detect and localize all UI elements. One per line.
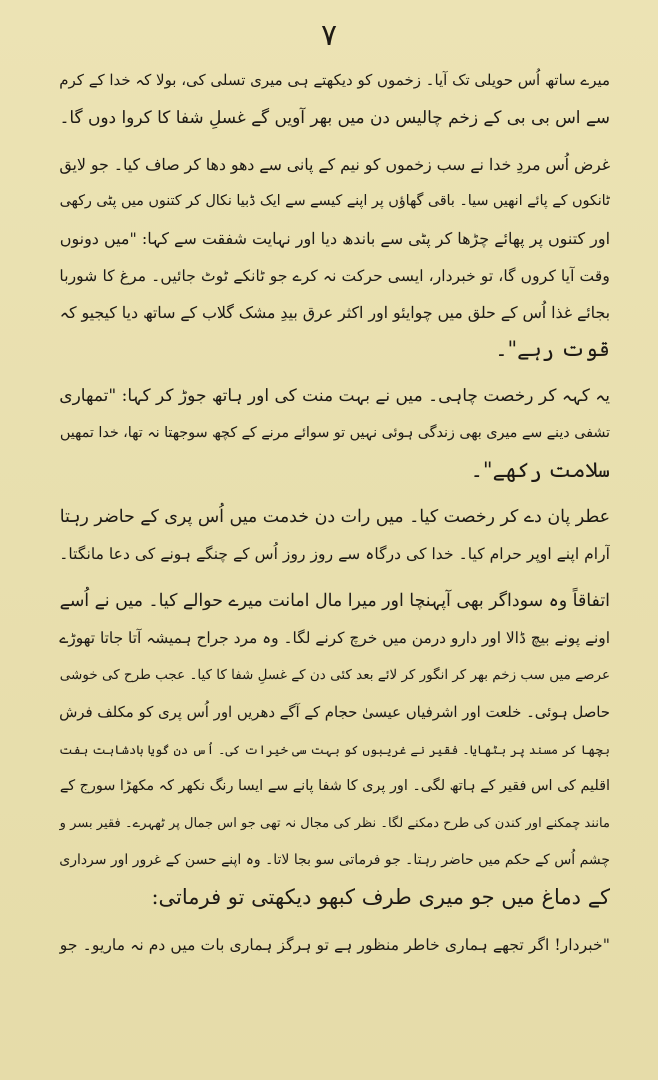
text-line: میرے ساتھ اُس حویلی تک آیا۔ زخموں کو دیکھتے ہی میری تسلی کی، بولا کہ خدا کے کرم <box>59 71 610 89</box>
paragraph <box>48 146 610 368</box>
text-line: "خبردار! اگر تجھے ہماری خاطر منظور ہے تو ہرگز ہماری بات میں دم نہ ماریو۔ جو <box>59 935 610 954</box>
text-line: وقت آیا کروں گا، تو خبردار، ایسی حرکت نہ کرے جو ٹانکے ٹوٹ جائیں۔ مرغ کا شوربا <box>59 266 610 285</box>
text-line: عطر پان دے کر رخصت کیا۔ میں رات دن خدمت میں اُس پری کے حاضر رہتا <box>59 507 610 527</box>
text-line: تشفی دینے سے میری بھی زندگی ہوئی نہیں تو سوائے مرنے کے کچھ سوجھتا نہ تھا، خدا تمھیں <box>59 425 610 441</box>
text-line: ٹانکوں کے پائے انھیں سیا۔ باقی گھاؤں پر اپنے کیسے سے ایک ڈبیا نکال کر کتنوں میں پٹی رکھی <box>59 193 610 209</box>
text-line: سے اس بی بی کے زخم چالیس دن میں بھر آویں گے غسلِ شفا کا کروا دوں گا۔ <box>59 107 610 127</box>
text-line: بجائے غذا اُس کے حلق میں چوایئو اور اکثر عرق بیدِ مشک گلاب کے ساتھ دیا کیجیو کہ <box>59 303 610 322</box>
text-line: اور کتنوں پر پھائے چڑھا کر پٹی سے باندھ دیا اور نہایت شفقت سے کہا: "میں دونوں <box>59 229 610 248</box>
text-line: مانند چمکنے اور کندن کی طرح دمکنے لگا۔ نظر کی مجال نہ تھی جو اس جمال پر ٹھہرے۔ فقیر بسر و <box>59 816 610 831</box>
paragraph <box>48 62 610 136</box>
text-line: اتفاقاً وہ سوداگر بھی آپہنچا اور میرا مال امانت میرے حوالے کیا۔ میں نے اُسے <box>59 591 610 611</box>
text-line: غرض اُس مردِ خدا نے سب زخموں کو نیم کے پانی سے دھو دھا کر صاف کیا۔ جو لایق <box>59 155 610 174</box>
text-line: یہ کہہ کر رخصت چاہی۔ میں نے بہت منت کی اور ہاتھ جوڑ کر کہا: "تمھاری <box>59 386 610 406</box>
text-line: چشم اُس کے حکم میں حاضر رہتا۔ جو فرماتی سو بجا لاتا۔ وہ اپنے حسن کے غرور اور سرداری <box>59 852 610 868</box>
page-body-text <box>48 62 610 963</box>
text-line: حاصل ہوئی۔ خلعت اور اشرفیاں عیسیٰ حجام کے آگے دھریں اور اُس پری کو مکلف فرش <box>59 703 610 721</box>
paragraph <box>48 926 610 963</box>
paragraph <box>48 583 610 916</box>
text-line: عرصے میں سب زخم بھر کر انگور کر لائے بعد کئی دن کے غسلِ شفا کا کیا۔ عجب طرح کی خوشی <box>59 667 610 683</box>
paragraph <box>48 378 610 489</box>
paragraph <box>48 499 610 573</box>
text-line: کے دماغ میں جو میری طرف کبھو دیکھتی تو فرماتی: <box>151 885 610 909</box>
text-line: اقلیم کی اس فقیر کے ہاتھ لگی۔ اور پری کا شفا پانے سے ایسا رنگ نکھر کہ مکھڑا سورج کے <box>59 778 610 794</box>
text-line: اونے پونے بیچ ڈالا اور دارو درمن میں خرچ کرنے لگا۔ وہ مرد جراح ہمیشہ آتا جاتا تھوڑے <box>59 629 610 647</box>
text-line: سلامت رکھے"۔ <box>470 458 610 482</box>
text-line: قوت رہے"۔ <box>495 337 610 361</box>
text-line: آرام اپنے اوپر حرام کیا۔ خدا کی درگاہ سے روز روز اُس کے چنگے ہونے کی دعا مانگتا۔ <box>59 545 610 563</box>
text-line: بچھا کر مسند پر بٹھایا۔ فقیر نے غریبوں کو بہت سی خیرات کی۔ اُس دن گویا بادشاہت ہفت <box>59 742 610 757</box>
page-number: ۷ <box>320 18 338 53</box>
